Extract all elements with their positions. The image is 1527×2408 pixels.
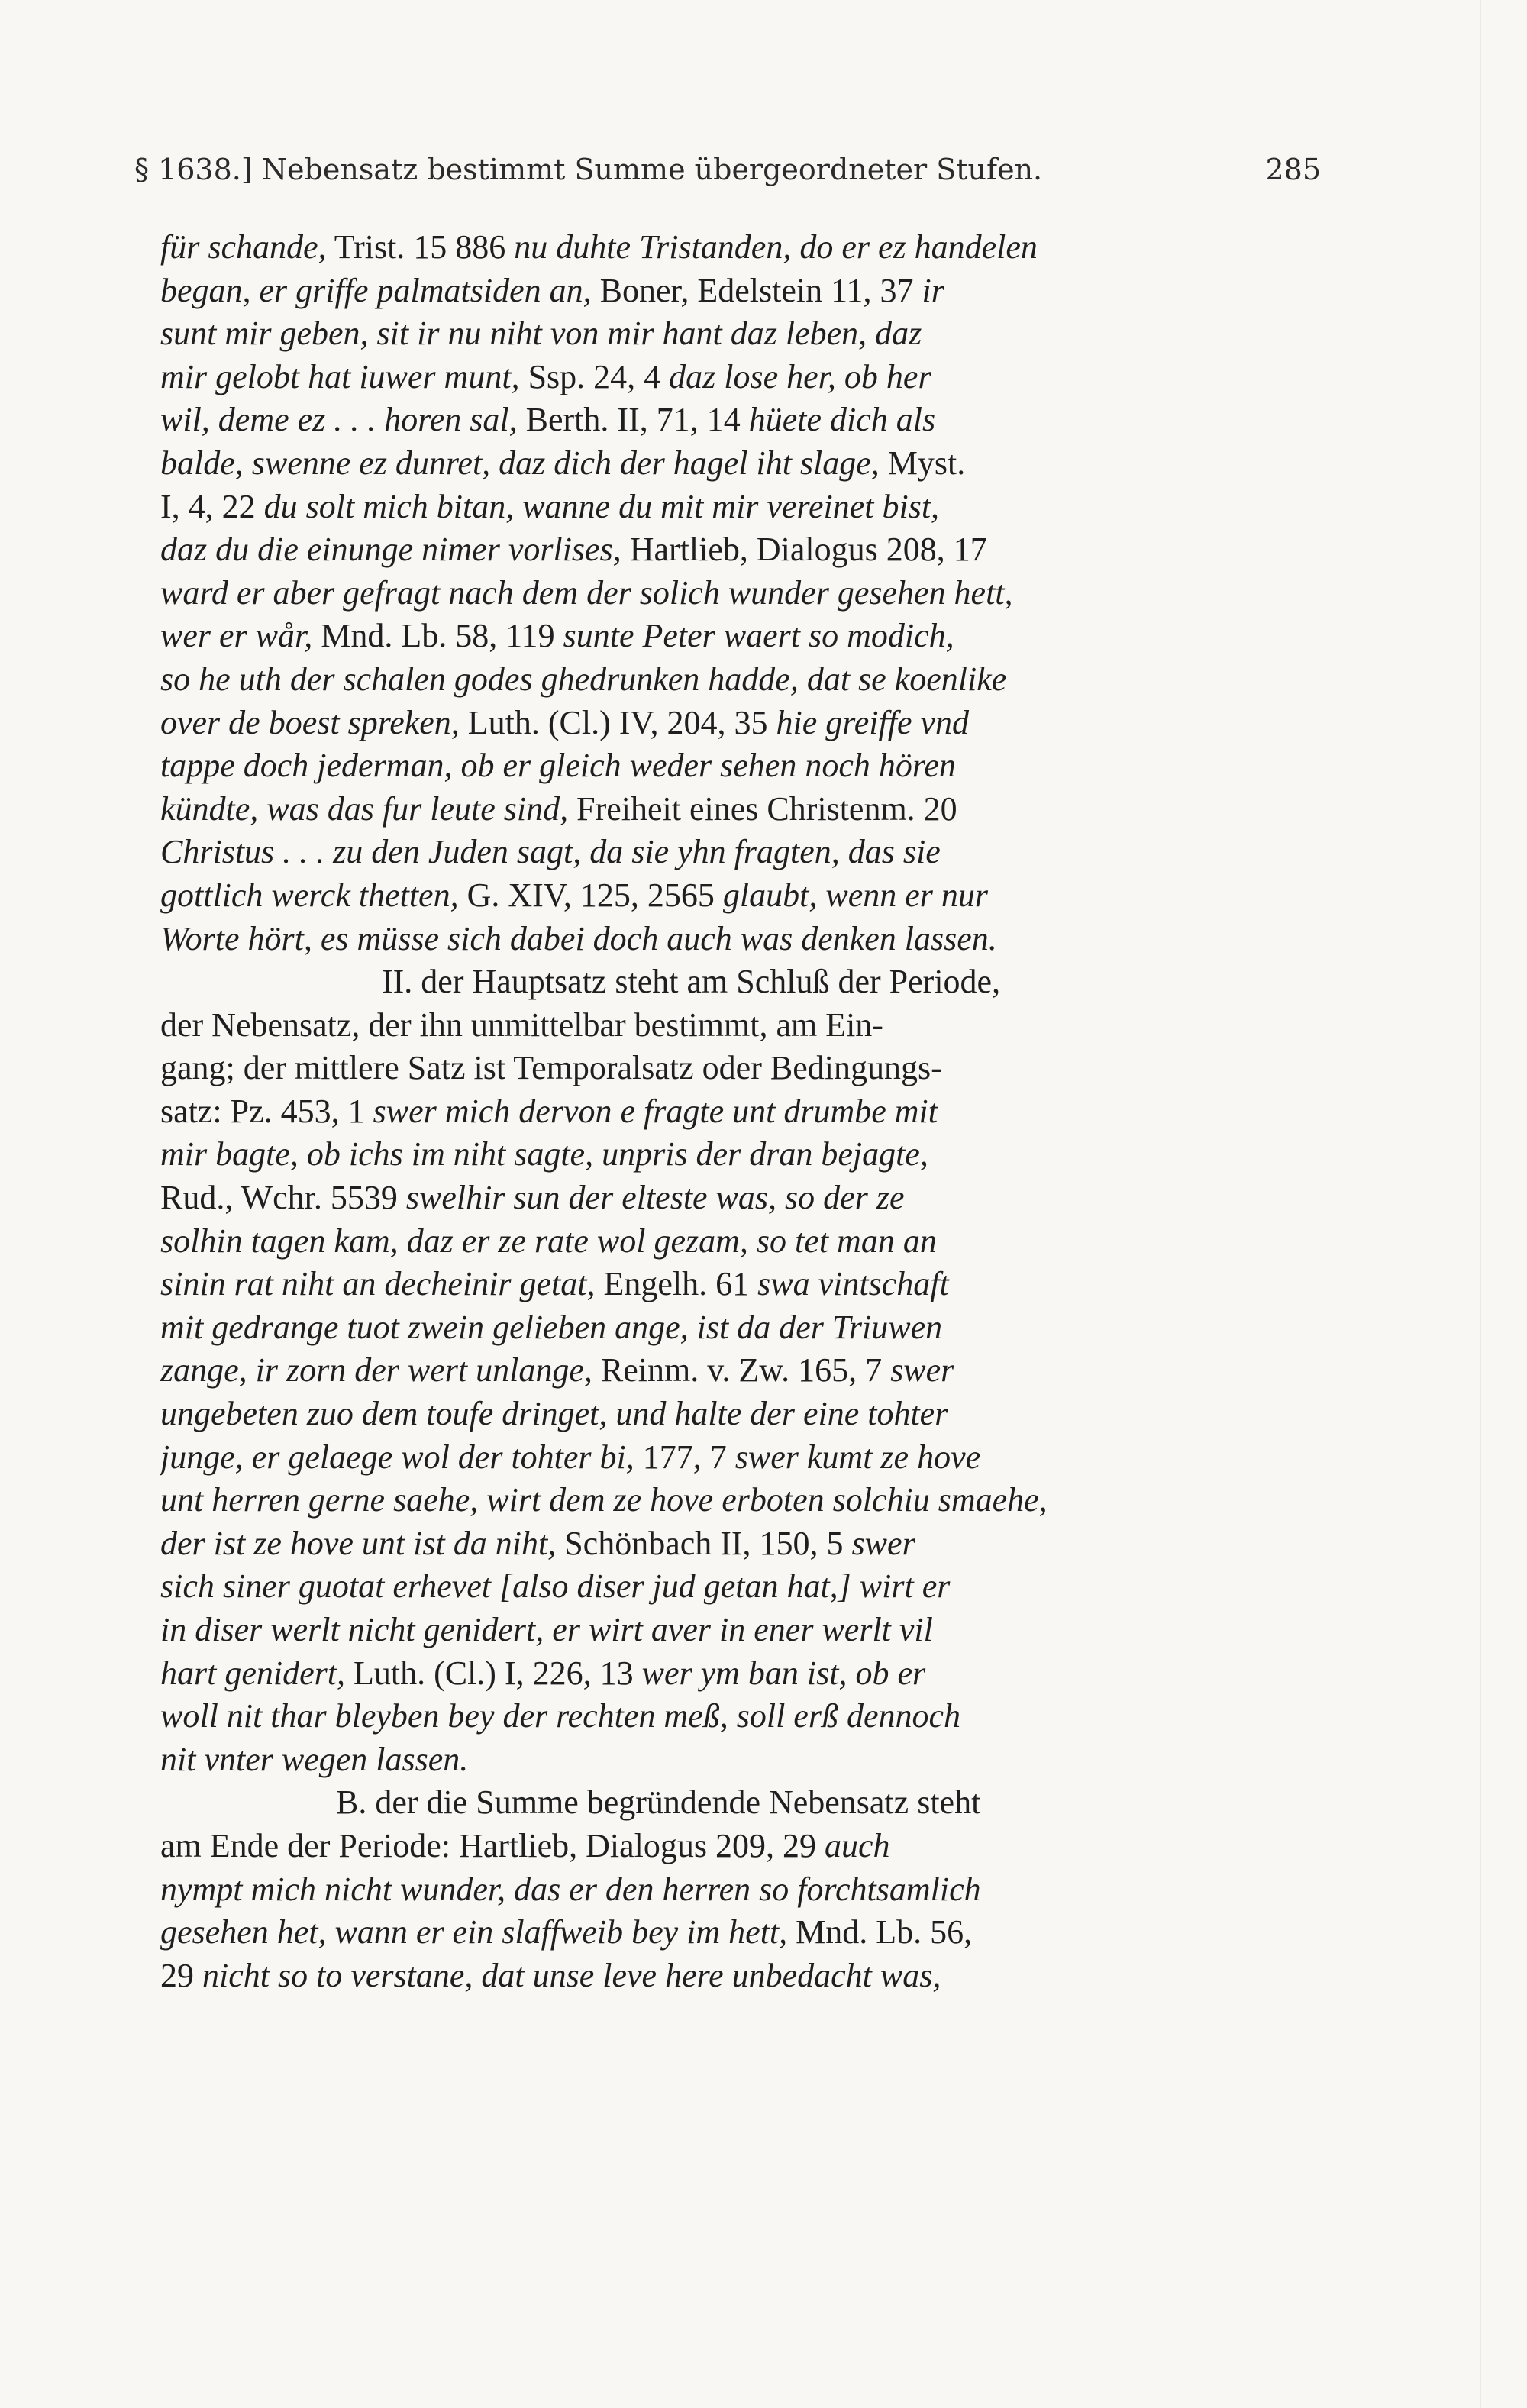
italic-quote: gottlich werck thetten, <box>160 876 459 914</box>
italic-quote: so he uth der schalen godes ghedrunken hadde, dat se koenlike <box>160 660 1007 698</box>
text-line <box>160 874 1313 918</box>
italic-quote: für schande, <box>160 228 327 266</box>
text-line <box>160 270 1313 313</box>
roman-text: Berth. II, 71, 14 <box>517 401 749 439</box>
text-line <box>160 1781 1313 1825</box>
text-line <box>160 226 1313 270</box>
roman-text: Mnd. Lb. 58, 119 <box>312 617 563 655</box>
section-number: § 1638.] <box>134 153 253 186</box>
text-line <box>160 1695 1313 1738</box>
text-line <box>160 788 1313 831</box>
text-line <box>160 1738 1313 1782</box>
italic-quote: ward er aber gefragt nach dem der solich wunder gesehen hett, <box>160 573 1013 612</box>
roman-text: am Ende der Periode: Hartlieb, Dialogus 209, 29 <box>160 1826 825 1864</box>
italic-quote: swer <box>890 1351 954 1390</box>
page-number: 285 <box>1265 153 1321 186</box>
roman-text: Myst. <box>879 444 966 482</box>
text-line <box>160 744 1313 788</box>
italic-quote: unt herren gerne saehe, wirt dem ze hove erboten solchiu smaehe, <box>160 1481 1048 1519</box>
italic-quote: hart genidert, <box>160 1654 345 1692</box>
text-line <box>160 1825 1313 1868</box>
roman-text: Freiheit eines Christenm. 20 <box>568 789 957 828</box>
italic-quote: sich siner guotat erhevet [also diser jud getan hat,] wirt er <box>160 1567 951 1606</box>
italic-quote: nicht so to verstane, dat unse leve here unbedacht was, <box>202 1956 941 1994</box>
text-line <box>160 356 1313 399</box>
italic-quote: sunte Peter waert so modich, <box>563 617 954 655</box>
text-line <box>160 486 1313 529</box>
roman-text: 177, 7 <box>634 1438 735 1476</box>
text-line <box>160 1393 1313 1436</box>
header-title <box>134 153 1042 186</box>
running-header <box>134 153 1321 199</box>
italic-quote: swer kumt ze hove <box>734 1438 981 1476</box>
roman-text: II. der Hauptsatz steht am Schluß der Periode, <box>382 963 1001 1001</box>
roman-text: satz: Pz. 453, 1 <box>160 1092 373 1130</box>
italic-quote: ir <box>922 271 944 309</box>
italic-quote: sunt mir geben, sit ir nu niht von mir hant daz leben, daz <box>160 315 922 353</box>
italic-quote: balde, swenne ez dunret, daz dich der hagel iht slage, <box>160 444 880 482</box>
text-line <box>160 1868 1313 1912</box>
text-line <box>160 658 1313 702</box>
text-line <box>160 1436 1313 1480</box>
italic-quote: Worte hört, es müsse sich dabei doch auch was denken lassen. <box>160 919 997 957</box>
text-line <box>160 702 1313 745</box>
italic-quote: der ist ze hove unt ist da niht, <box>160 1524 557 1562</box>
text-line <box>160 572 1313 615</box>
text-line <box>160 399 1313 442</box>
text-line <box>160 1263 1313 1306</box>
italic-quote: hie greiffe vnd <box>776 703 970 741</box>
italic-quote: hüete dich als <box>748 401 936 439</box>
italic-quote: nympt mich nicht wunder, das er den herren so forchtsamlich <box>160 1870 981 1908</box>
text-line <box>160 1133 1313 1177</box>
roman-text: gang; der mittlere Satz ist Temporalsatz oder Bedingungs- <box>160 1049 942 1087</box>
text-line <box>160 1177 1313 1220</box>
italic-quote: tappe doch jederman, ob er gleich weder sehen noch hören <box>160 747 956 785</box>
italic-quote: mit gedrange tuot zwein gelieben ange, ist da der Triuwen <box>160 1308 943 1346</box>
text-line <box>160 1004 1313 1047</box>
text-line <box>160 1911 1313 1954</box>
italic-quote: over de boest spreken, <box>160 703 460 741</box>
text-line <box>160 1954 1313 1998</box>
text-line <box>160 831 1313 874</box>
text-line <box>160 1565 1313 1609</box>
text-line <box>160 528 1313 572</box>
text-line <box>160 442 1313 486</box>
roman-text: Rud., Wchr. 5539 <box>160 1179 406 1217</box>
italic-quote: gesehen het, wann er ein slaffweib bey im hett, <box>160 1913 788 1951</box>
italic-quote: du solt mich bitan, wanne du mit mir vereinet bist, <box>263 487 940 525</box>
roman-text: Reinm. v. Zw. 165, 7 <box>592 1351 891 1390</box>
text-line <box>160 1306 1313 1350</box>
roman-text: Luth. (Cl.) I, 226, 13 <box>344 1654 642 1692</box>
italic-quote: wer ym ban ist, ob er <box>641 1654 926 1692</box>
italic-quote: wer er wår, <box>160 617 313 655</box>
italic-quote: sinin rat niht an decheinir getat, <box>160 1265 596 1303</box>
italic-quote: daz du die einunge nimer vorlises, <box>160 531 621 569</box>
roman-text: Ssp. 24, 4 <box>519 357 670 395</box>
text-line <box>160 1522 1313 1566</box>
page-edge <box>1480 0 1481 2408</box>
italic-quote: junge, er gelaege wol der tohter bi, <box>160 1438 634 1476</box>
text-line <box>160 312 1313 356</box>
roman-text: Mnd. Lb. 56, <box>787 1913 973 1951</box>
text-line <box>160 615 1313 658</box>
text-line <box>160 918 1313 961</box>
roman-text: Schönbach II, 150, 5 <box>556 1524 852 1562</box>
roman-text: B. der die Summe begründende Nebensatz steht <box>336 1783 981 1822</box>
italic-quote: glaubt, wenn er nur <box>722 876 989 914</box>
italic-quote: swer <box>851 1524 915 1562</box>
roman-text: I, 4, 22 <box>160 487 264 525</box>
italic-quote: swelhir sun der elteste was, so der ze <box>405 1179 905 1217</box>
roman-text: Trist. 15 886 <box>326 228 515 266</box>
italic-quote: Christus . . . zu den Juden sagt, da sie yhn fragten, das sie <box>160 833 941 871</box>
italic-quote: wil, deme ez . . . horen sal, <box>160 401 518 439</box>
text-line <box>160 960 1313 1004</box>
text-line <box>160 1220 1313 1264</box>
italic-quote: nu duhte Tristanden, do er ez handelen <box>514 228 1038 266</box>
roman-text: der Nebensatz, der ihn unmittelbar bestimmt, am Ein- <box>160 1005 883 1044</box>
roman-text: Boner, Edelstein 11, 37 <box>591 271 922 309</box>
italic-quote: woll nit thar bleyben bey der rechten meß, soll erß dennoch <box>160 1697 961 1735</box>
italic-quote: zange, ir zorn der wert unlange, <box>160 1351 592 1390</box>
roman-text: Hartlieb, Dialogus 208, 17 <box>621 531 987 569</box>
italic-quote: swer mich dervon e fragte unt drumbe mit <box>373 1092 938 1130</box>
italic-quote: auch <box>825 1826 890 1864</box>
italic-quote: solhin tagen kam, daz er ze rate wol gezam, so tet man an <box>160 1222 937 1260</box>
italic-quote: ungebeten zuo dem toufe dringet, und halte der eine tohter <box>160 1395 948 1433</box>
text-line <box>160 1090 1313 1134</box>
text-line <box>160 1047 1313 1090</box>
body-text <box>160 226 1313 1997</box>
text-line <box>160 1349 1313 1393</box>
italic-quote: mir bagte, ob ichs im niht sagte, unpris der dran bejagte, <box>160 1135 928 1173</box>
roman-text: G. XIV, 125, 2565 <box>458 876 723 914</box>
italic-quote: nit vnter wegen lassen. <box>160 1740 469 1778</box>
italic-quote: swa vintschaft <box>757 1265 949 1303</box>
italic-quote: began, er griffe palmatsiden an, <box>160 271 592 309</box>
roman-text: 29 <box>160 1956 202 1994</box>
roman-text: Engelh. 61 <box>595 1265 758 1303</box>
text-line <box>160 1609 1313 1652</box>
italic-quote: daz lose her, ob her <box>669 357 931 395</box>
text-line <box>160 1652 1313 1696</box>
italic-quote: mir gelobt hat iuwer munt, <box>160 357 520 395</box>
italic-quote: in diser werlt nicht genidert, er wirt aver in ener werlt vil <box>160 1611 933 1648</box>
italic-quote: kündte, was das fur leute sind, <box>160 789 569 828</box>
header-title-text: Nebensatz bestimmt Summe übergeordneter Stufen. <box>261 153 1043 186</box>
text-line <box>160 1479 1313 1522</box>
roman-text: Luth. (Cl.) IV, 204, 35 <box>459 703 776 741</box>
